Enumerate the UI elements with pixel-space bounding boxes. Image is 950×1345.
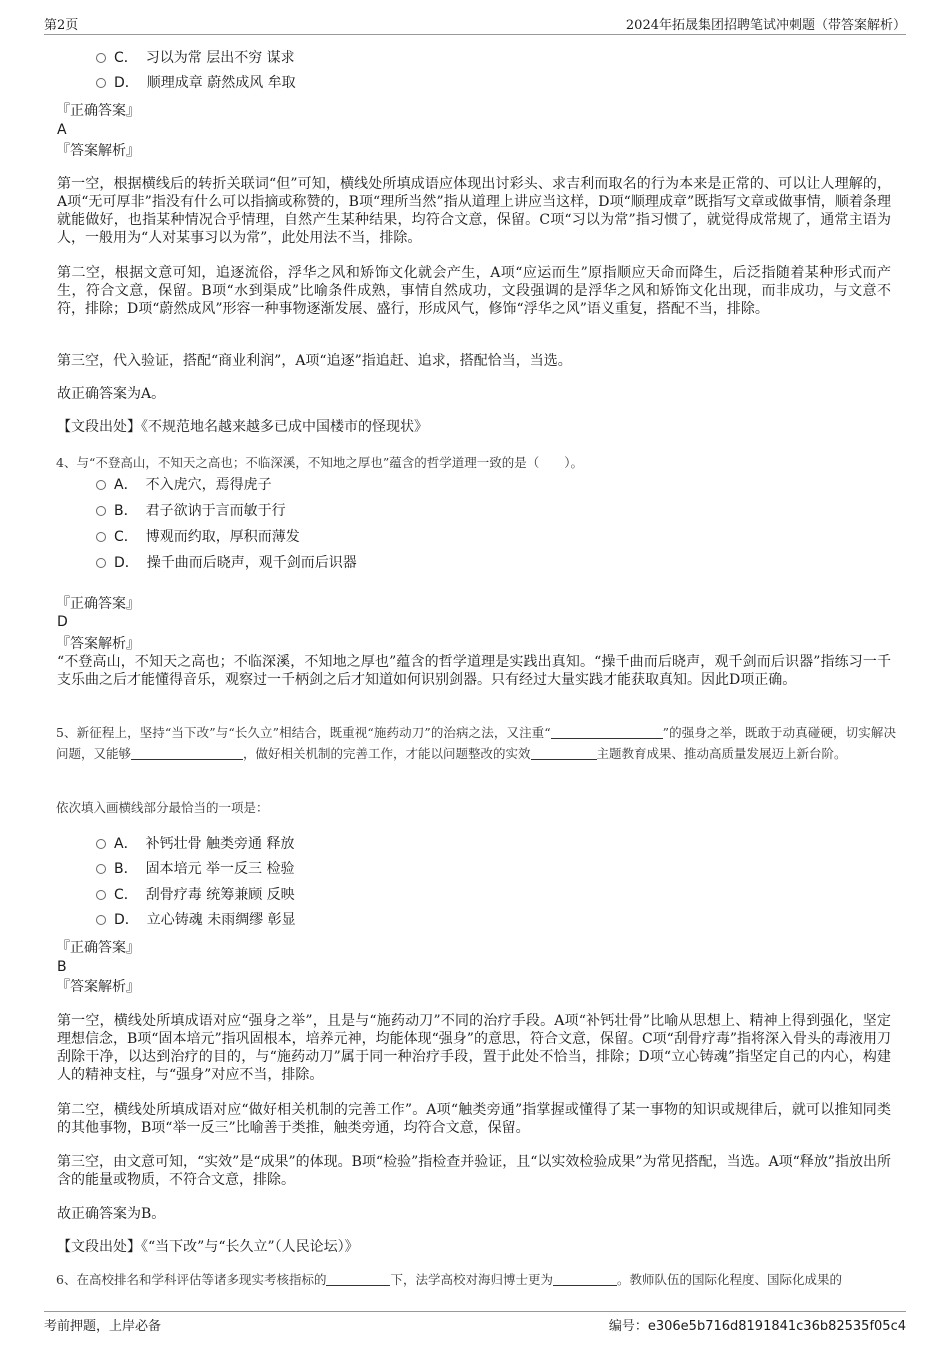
source-citation: 【文段出处】《不规范地名越来越多已成中国楼市的怪现状》 — [57, 419, 428, 435]
answer-blank — [531, 746, 597, 760]
q3-option-d[interactable]: D． 顺理成章 蔚然成风 牟取 — [96, 73, 296, 93]
radio-icon[interactable] — [96, 915, 106, 925]
document-title: 2024年拓晟集团招聘笔试冲刺题（带答案解析） — [625, 18, 906, 33]
answer-blank — [551, 725, 663, 739]
answer-label: 『正确答案』 — [56, 596, 140, 612]
footer-slogan: 考前押题，上岸必备 — [44, 1319, 162, 1334]
q4-option-b[interactable]: B． 君子欲讷于言而敏于行 — [96, 501, 286, 521]
analysis-paragraph: “不登高山，不知天之高也；不临深溪，不知地之厚也”蕴含的哲学道理是实践出真知。“操千曲而后晓声，观千剑而后识器”指练习一千支乐曲之后才能懂得音乐，观察过一千柄剑之后才知道如何识别剑器。只有经过大量实践才能获取真知。因此D项正确。 — [57, 654, 891, 688]
analysis-paragraph: 第一空，横线处所填成语对应“强身之举”，且是与“施药动刀”不同的治疗手段。A项“补钙壮骨”比喻从思想上、精神上得到强化，坚定理想信念，B项“固本培元”指巩固根本，培养元神，均能体现“强身”的意思，符合文意，保留。C项“刮骨疗毒”指将深入骨头的毒液用刀刮除干净，以达到治疗的目的，与“施药动刀”属于同一种治疗手段，置于此处不恰当，排除；D项“立心铸魂”指坚定自己的内心，构建人的精神支柱，与“强身”对应不当，排除。 — [57, 1013, 891, 1083]
q4-option-c[interactable]: C． 博观而约取，厚积而薄发 — [96, 527, 300, 547]
q5-option-d[interactable]: D． 立心铸魂 未雨绸缪 彰显 — [96, 910, 296, 930]
question-stem: 4、与“不登高山，不知天之高也；不临深溪，不知地之厚也”蕴含的哲学道理一致的是（ ）。 — [56, 455, 583, 470]
answer-blank — [131, 746, 243, 760]
source-citation: 【文段出处】《“当下改”与“长久立”（人民论坛）》 — [57, 1239, 359, 1255]
q4-option-a[interactable]: A． 不入虎穴，焉得虎子 — [96, 475, 272, 495]
question-stem: 5、新征程上，坚持“当下改”与“长久立”相结合，既重视“施药动刀”的治病之法，又注重“ ”的强身之举，既敢于动真碰硬，切实解决问题，又能够 ，做好相关机制的完善工作，才能以问题整改的实效 主题教育成果、推动高质量发展迈上新台阶。 — [56, 725, 896, 761]
radio-icon[interactable] — [96, 506, 106, 516]
radio-icon[interactable] — [96, 864, 106, 874]
page-footer — [44, 1311, 906, 1336]
answer-blank — [553, 1272, 617, 1286]
page-number: 第2页 — [44, 18, 79, 33]
q5-option-c[interactable]: C． 刮骨疗毒 统筹兼顾 反映 — [96, 885, 295, 905]
analysis-paragraph: 故正确答案为B。 — [57, 1206, 166, 1222]
question-prompt: 依次填入画横线部分最恰当的一项是： — [56, 800, 269, 815]
answer-label: 『正确答案』 — [56, 940, 140, 956]
analysis-paragraph: 第三空，代入验证，搭配“商业利润”，A项“追逐”指追赶、追求，搭配恰当，当选。 — [57, 353, 572, 369]
analysis-paragraph: 第二空，根据文意可知，追逐流俗，浮华之风和矫饰文化就会产生，A项“应运而生”原指顺应天命而降生，后泛指随着某种形式而产生，符合文意，保留。B项“水到渠成”比喻条件成熟，事情自然成功，文段强调的是浮华之风和矫饰文化出现，而非成功，与文意不符，排除；D项“蔚然成风”形容一种事物逐渐发展、盛行，形成风气，修饰“浮华之风”语义重复，搭配不当，排除。 — [57, 265, 891, 317]
answer-value: B — [57, 959, 67, 975]
analysis-label: 『答案解析』 — [56, 636, 140, 652]
answer-label: 『正确答案』 — [56, 103, 140, 119]
analysis-paragraph: 故正确答案为A。 — [57, 386, 166, 402]
analysis-paragraph: 第三空，由文意可知，“实效”是“成果”的体现。B项“检验”指检查并验证，且“以实效检验成果”为常见搭配，当选。A项“释放”指放出所含的能量或物质，不符合文意，排除。 — [57, 1154, 891, 1188]
radio-icon[interactable] — [96, 78, 106, 88]
radio-icon[interactable] — [96, 839, 106, 849]
q3-option-c[interactable]: C． 习以为常 层出不穷 谋求 — [96, 48, 295, 68]
radio-icon[interactable] — [96, 890, 106, 900]
document-code: 编号：e306e5b716d8191841c36b82535f05c4 — [608, 1319, 906, 1334]
analysis-label: 『答案解析』 — [56, 979, 140, 995]
analysis-paragraph: 第二空，横线处所填成语对应“做好相关机制的完善工作”。A项“触类旁通”指掌握或懂得了某一事物的知识或规律后，就可以推知同类的其他事物，B项“举一反三”比喻善于类推，触类旁通，均符合文意，保留。 — [57, 1102, 891, 1136]
q5-option-a[interactable]: A． 补钙壮骨 触类旁通 释放 — [96, 834, 294, 854]
page-header — [44, 14, 906, 35]
radio-icon[interactable] — [96, 53, 106, 63]
q4-option-d[interactable]: D． 操千曲而后晓声，观千剑而后识器 — [96, 553, 357, 573]
radio-icon[interactable] — [96, 532, 106, 542]
answer-value: A — [57, 122, 67, 138]
answer-value: D — [57, 614, 68, 630]
analysis-label: 『答案解析』 — [56, 143, 140, 159]
analysis-paragraph: 第一空，根据横线后的转折关联词“但”可知，横线处所填成语应体现出讨彩头、求吉利而取名的行为本来是正常的、可以让人理解的，A项“无可厚非”指没有什么可以指摘或称赞的，B项“理所当然”指从道理上讲应当这样，D项“顺理成章”既指写文章或做事情，顺着条理就能做好，也指某种情况合乎情理，自然产生某种结果，均符合文意，保留。C项“习以为常”指习惯了，就觉得成常规了，通常主语为人，一般用为“人对某事习以为常”，此处用法不当，排除。 — [57, 176, 891, 246]
answer-blank — [326, 1272, 390, 1286]
q5-option-b[interactable]: B． 固本培元 举一反三 检验 — [96, 859, 295, 879]
radio-icon[interactable] — [96, 480, 106, 490]
question-stem: 6、在高校排名和学科评估等诸多现实考核指标的 下，法学高校对海归博士更为 。教师队伍的国际化程度、国际化成果的 — [56, 1272, 842, 1287]
radio-icon[interactable] — [96, 558, 106, 568]
